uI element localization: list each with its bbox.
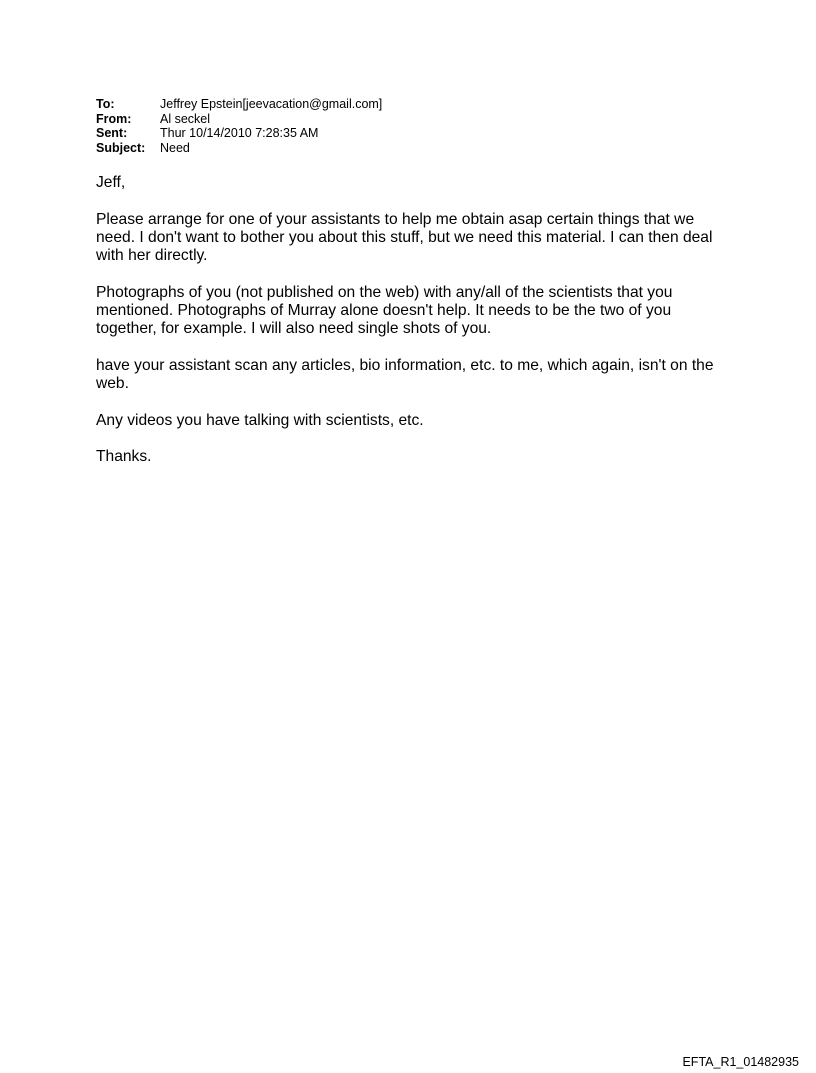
document-id-footer: EFTA_R1_01482935 — [682, 1055, 799, 1069]
sent-value: Thur 10/14/2010 7:28:35 AM — [160, 126, 319, 140]
header-row-sent — [96, 126, 382, 141]
from-label: From: — [96, 111, 132, 126]
body-paragraph-greeting: Jeff, — [96, 174, 126, 191]
email-header — [96, 97, 382, 155]
from-value: Al seckel — [160, 111, 211, 126]
email-body — [96, 174, 736, 485]
subject-label: Subject: — [96, 140, 146, 155]
header-row-to — [96, 97, 382, 112]
body-paragraph-articles: have your assistant scan any articles, bio information, etc. to me, which again, isn't on the web. — [96, 356, 714, 393]
body-paragraph-videos: Any videos you have talking with scientists, etc. — [96, 411, 424, 429]
subject-value: Need — [160, 140, 190, 155]
to-label: To: — [96, 97, 115, 111]
header-row-subject — [96, 141, 382, 156]
header-row-from — [96, 112, 382, 127]
body-paragraph-request: Please arrange for one of your assistants to help me obtain asap certain things that we need. I don't want to bother you about this stuff, but we need this material. I can then deal with her directly. — [96, 210, 713, 265]
body-paragraph-signoff: Thanks. — [96, 448, 152, 466]
sent-label: Sent: — [96, 126, 128, 140]
to-value: Jeffrey Epstein[jeevacation@gmail.com] — [160, 97, 383, 111]
body-paragraph-photographs: Photographs of you (not published on the web) with any/all of the scientists that you mentioned. Photographs of Murray alone doesn't help. It needs to be the two of you together, for example. I will also need single shots of you. — [96, 283, 673, 338]
